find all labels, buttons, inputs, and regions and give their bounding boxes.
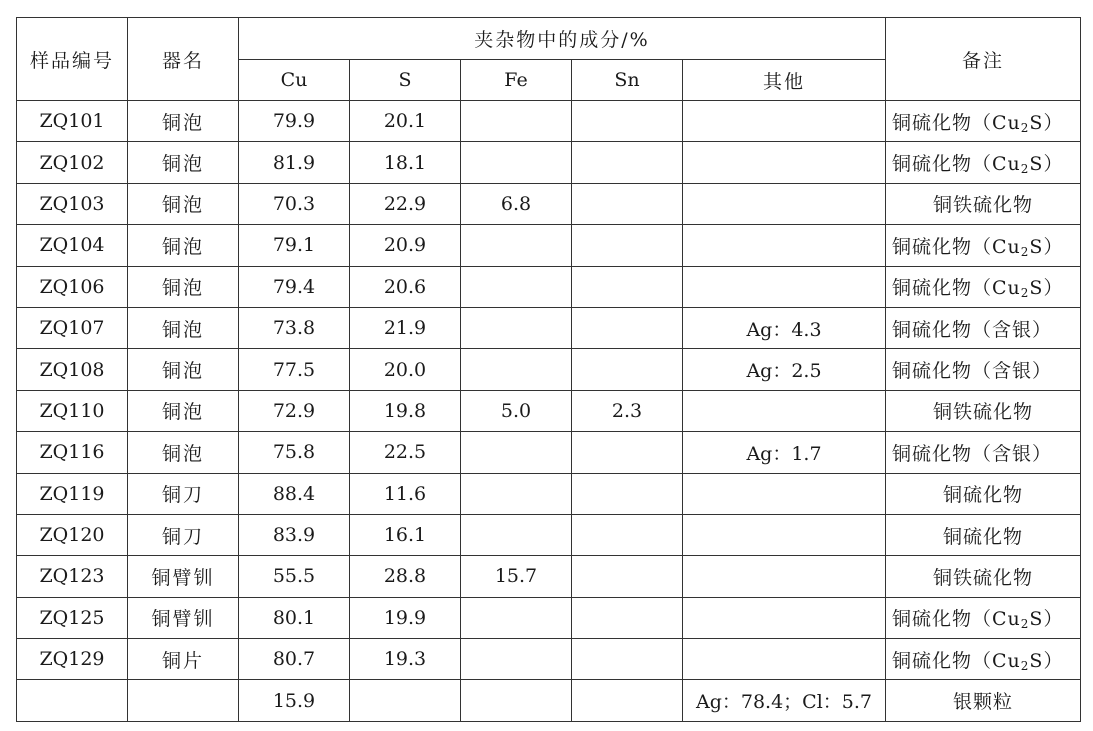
cell-sn (572, 432, 683, 473)
cell-name: 铜刀 (128, 473, 239, 514)
cell-s: 20.9 (350, 225, 461, 266)
cell-note (886, 639, 1081, 680)
note-text: 铜硫化物（Cu (892, 153, 1021, 176)
note-text: 铜硫化物（Cu (892, 235, 1021, 258)
cell-s: 19.3 (350, 639, 461, 680)
cell-sn: 2.3 (572, 390, 683, 431)
cell-note (886, 473, 1081, 514)
cell-name: 铜泡 (128, 266, 239, 307)
cell-cu: 80.7 (239, 639, 350, 680)
table-body (17, 101, 1081, 722)
note-text: 铜硫化物（含银） (892, 442, 1053, 465)
cell-fe (461, 680, 572, 721)
cell-other: Ag：2.5 (683, 349, 886, 390)
table-row (17, 307, 1081, 348)
cell-sample-id: ZQ103 (17, 183, 128, 224)
cell-s: 16.1 (350, 514, 461, 555)
cell-cu: 77.5 (239, 349, 350, 390)
cell-name: 铜泡 (128, 142, 239, 183)
cell-sample-id (17, 680, 128, 721)
cell-fe (461, 307, 572, 348)
header-other: 其他 (683, 60, 886, 101)
note-text: 铜硫化物（Cu (892, 277, 1021, 300)
table-row (17, 390, 1081, 431)
cell-name: 铜泡 (128, 307, 239, 348)
cell-other (683, 390, 886, 431)
note-subscript: 2 (1020, 120, 1030, 135)
cell-other (683, 556, 886, 597)
cell-sample-id: ZQ108 (17, 349, 128, 390)
cell-cu: 70.3 (239, 183, 350, 224)
cell-s: 22.9 (350, 183, 461, 224)
cell-fe (461, 473, 572, 514)
cell-note (886, 432, 1081, 473)
table-row (17, 349, 1081, 390)
note-text: 铜硫化物（Cu (892, 111, 1021, 134)
note-text: 银颗粒 (952, 691, 1013, 714)
cell-other (683, 183, 886, 224)
cell-note (886, 307, 1081, 348)
cell-sample-id: ZQ106 (17, 266, 128, 307)
cell-sn (572, 266, 683, 307)
composition-table-container (16, 17, 1081, 722)
cell-s: 18.1 (350, 142, 461, 183)
cell-cu: 75.8 (239, 432, 350, 473)
note-text: 铜铁硫化物 (932, 401, 1033, 424)
note-text-end: S） (1029, 153, 1064, 176)
header-s: S (350, 60, 461, 101)
note-text: 铜硫化物（Cu (892, 649, 1021, 672)
cell-name: 铜臂钏 (128, 556, 239, 597)
cell-other (683, 142, 886, 183)
cell-sn (572, 639, 683, 680)
table-row (17, 225, 1081, 266)
table-row (17, 514, 1081, 555)
table-row (17, 597, 1081, 638)
cell-fe (461, 266, 572, 307)
table-row (17, 432, 1081, 473)
cell-cu: 81.9 (239, 142, 350, 183)
cell-sample-id: ZQ119 (17, 473, 128, 514)
cell-other (683, 639, 886, 680)
table-row (17, 680, 1081, 721)
note-text: 铜铁硫化物 (932, 194, 1033, 217)
cell-cu: 79.1 (239, 225, 350, 266)
cell-other: Ag：78.4；Cl：5.7 (683, 680, 886, 721)
cell-name: 铜臂钏 (128, 597, 239, 638)
cell-cu: 55.5 (239, 556, 350, 597)
note-subscript: 2 (1020, 617, 1030, 632)
cell-name: 铜泡 (128, 225, 239, 266)
cell-cu: 15.9 (239, 680, 350, 721)
cell-s: 19.8 (350, 390, 461, 431)
cell-s: 28.8 (350, 556, 461, 597)
cell-sample-id: ZQ120 (17, 514, 128, 555)
note-subscript: 2 (1020, 162, 1030, 177)
cell-sn (572, 473, 683, 514)
cell-s (350, 680, 461, 721)
cell-other: Ag：4.3 (683, 307, 886, 348)
cell-cu: 73.8 (239, 307, 350, 348)
header-row-1 (17, 18, 1081, 60)
cell-sn (572, 225, 683, 266)
cell-s: 20.1 (350, 101, 461, 142)
note-text: 铜硫化物 (942, 484, 1023, 507)
cell-sn (572, 183, 683, 224)
cell-fe (461, 142, 572, 183)
header-composition-group: 夹杂物中的成分/% (239, 18, 886, 60)
cell-cu: 79.4 (239, 266, 350, 307)
cell-sn (572, 142, 683, 183)
cell-sn (572, 514, 683, 555)
cell-other: Ag：1.7 (683, 432, 886, 473)
cell-name: 铜泡 (128, 183, 239, 224)
note-text: 铜铁硫化物 (932, 566, 1033, 589)
cell-s: 19.9 (350, 597, 461, 638)
header-note: 备注 (886, 18, 1081, 101)
cell-sample-id: ZQ107 (17, 307, 128, 348)
cell-note (886, 680, 1081, 721)
cell-sample-id: ZQ102 (17, 142, 128, 183)
cell-name: 铜泡 (128, 432, 239, 473)
cell-name: 铜片 (128, 639, 239, 680)
note-text-end: S） (1029, 608, 1064, 631)
cell-other (683, 225, 886, 266)
table-row (17, 142, 1081, 183)
table-row (17, 101, 1081, 142)
cell-s: 20.6 (350, 266, 461, 307)
cell-name: 铜刀 (128, 514, 239, 555)
cell-other (683, 514, 886, 555)
cell-s: 22.5 (350, 432, 461, 473)
cell-note (886, 390, 1081, 431)
cell-fe (461, 597, 572, 638)
cell-cu: 79.9 (239, 101, 350, 142)
table-row (17, 639, 1081, 680)
cell-sn (572, 556, 683, 597)
cell-sn (572, 307, 683, 348)
cell-s: 11.6 (350, 473, 461, 514)
cell-name: 铜泡 (128, 101, 239, 142)
cell-note (886, 101, 1081, 142)
header-fe: Fe (461, 60, 572, 101)
cell-cu: 88.4 (239, 473, 350, 514)
cell-other (683, 266, 886, 307)
cell-fe (461, 225, 572, 266)
cell-sample-id: ZQ129 (17, 639, 128, 680)
cell-name: 铜泡 (128, 349, 239, 390)
cell-sample-id: ZQ101 (17, 101, 128, 142)
cell-name (128, 680, 239, 721)
cell-sn (572, 349, 683, 390)
cell-sample-id: ZQ104 (17, 225, 128, 266)
cell-cu: 83.9 (239, 514, 350, 555)
cell-note (886, 183, 1081, 224)
cell-cu: 80.1 (239, 597, 350, 638)
header-cu: Cu (239, 60, 350, 101)
cell-sample-id: ZQ125 (17, 597, 128, 638)
cell-other (683, 473, 886, 514)
note-text-end: S） (1029, 649, 1064, 672)
note-subscript: 2 (1020, 286, 1030, 301)
note-text: 铜硫化物（Cu (892, 608, 1021, 631)
note-text-end: S） (1029, 277, 1064, 300)
note-subscript: 2 (1020, 244, 1030, 259)
note-text-end: S） (1029, 111, 1064, 134)
header-sn: Sn (572, 60, 683, 101)
cell-cu: 72.9 (239, 390, 350, 431)
note-text: 铜硫化物（含银） (892, 318, 1053, 341)
cell-s: 21.9 (350, 307, 461, 348)
table-row (17, 556, 1081, 597)
note-text-end: S） (1029, 235, 1064, 258)
cell-sample-id: ZQ123 (17, 556, 128, 597)
cell-sn (572, 597, 683, 638)
cell-sample-id: ZQ116 (17, 432, 128, 473)
cell-note (886, 142, 1081, 183)
cell-other (683, 101, 886, 142)
note-subscript: 2 (1020, 658, 1030, 673)
cell-note (886, 225, 1081, 266)
cell-name: 铜泡 (128, 390, 239, 431)
cell-s: 20.0 (350, 349, 461, 390)
note-text: 铜硫化物（含银） (892, 360, 1053, 383)
table-row (17, 183, 1081, 224)
cell-fe: 15.7 (461, 556, 572, 597)
cell-note (886, 597, 1081, 638)
table-row (17, 473, 1081, 514)
cell-sn (572, 680, 683, 721)
cell-sample-id: ZQ110 (17, 390, 128, 431)
cell-sn (572, 101, 683, 142)
header-name: 器名 (128, 18, 239, 101)
cell-note (886, 556, 1081, 597)
cell-fe (461, 514, 572, 555)
cell-fe (461, 101, 572, 142)
cell-note (886, 349, 1081, 390)
cell-fe: 6.8 (461, 183, 572, 224)
cell-note (886, 266, 1081, 307)
cell-other (683, 597, 886, 638)
note-text: 铜硫化物 (942, 525, 1023, 548)
cell-note (886, 514, 1081, 555)
cell-fe (461, 349, 572, 390)
inclusion-composition-table (16, 17, 1081, 722)
cell-fe: 5.0 (461, 390, 572, 431)
table-row (17, 266, 1081, 307)
cell-fe (461, 639, 572, 680)
header-sample-id: 样品编号 (17, 18, 128, 101)
cell-fe (461, 432, 572, 473)
